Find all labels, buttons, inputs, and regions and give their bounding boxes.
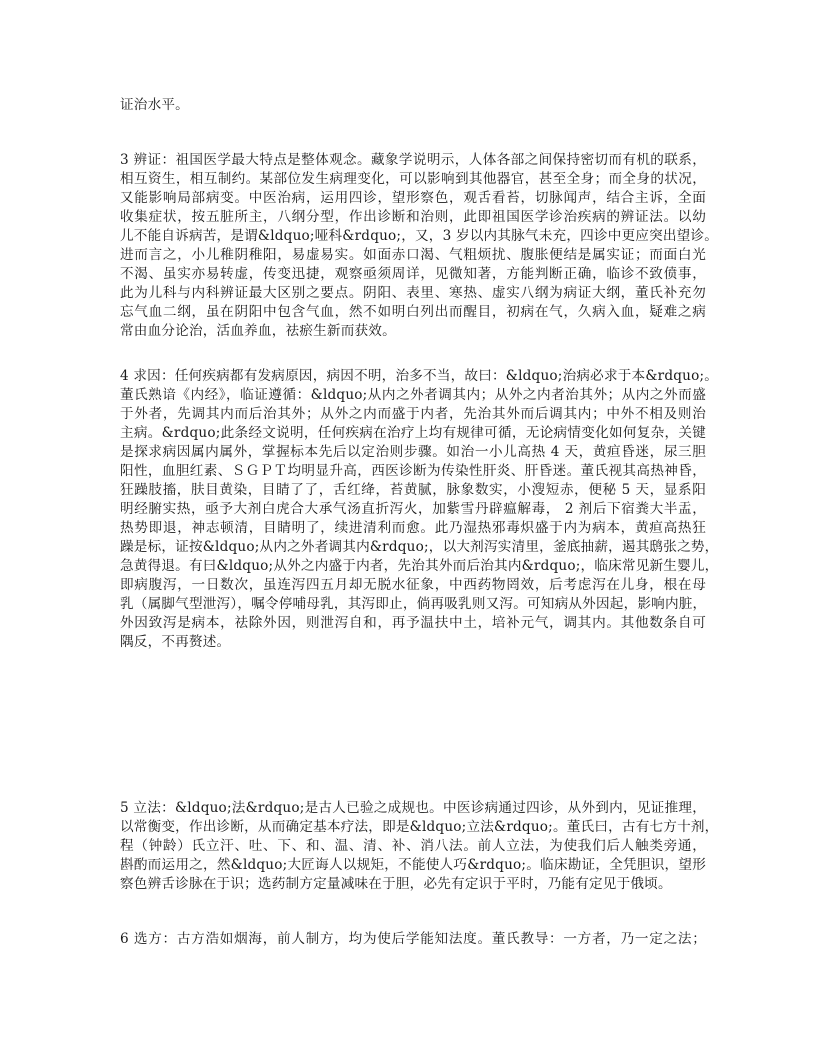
text-line: 急黄得退。有曰&ldquo;从外之内盛于内者，先治其外而后治其内&rdquo;，临床常见新生婴儿，	[120, 558, 719, 574]
text-line: 明经腑实热，亟予大剂白虎合大承气汤直折泻火，加紫雪丹辟瘟解毒， 2 剂后下宿粪大半盂，	[120, 501, 706, 517]
text-line: 外因致泻是病本，祛除外因，则泄泻自和，再予温扶中土，培补元气，调其内。其他数条自可	[120, 615, 706, 631]
text-line: 躁是标，证按&ldquo;从内之外者调其内&rdquo;，以大剂泻实清里，釜底抽薪，遏其鸱张之势，	[120, 539, 719, 555]
text-line: 相互资生，相互制约。某部位发生病理变化，可以影响到其他器官，甚至全身；而全身的状况，	[120, 171, 706, 187]
text-line: 4 求因：任何疾病都有发病原因，病因不明，治多不当，故曰：&ldquo;治病必求于本&rdquo;。	[120, 368, 719, 384]
text-line: 常由血分论治，活血养血，祛瘀生新而获效。	[120, 323, 396, 339]
text-line: 又能影响局部病变。中医治病，运用四诊，望形察色，观舌看苔，切脉闻声，结合主诉，全面	[120, 190, 706, 206]
text-line: 察色辨舌诊脉在于识；选药制方定量减味在于胆，必先有定识于平时，乃能有定见于俄顷。	[120, 876, 672, 892]
text-line: 进而言之，小儿稚阴稚阳，易虚易实。如面赤口渴、气粗烦扰、腹胀便结是属实证；而面白光	[120, 247, 706, 263]
paragraph-3-bianzheng	[120, 151, 719, 341]
text-line: 不渴、虽实亦易转虚，传变迅捷，观察亟须周详，见微知著，方能判断正确，临诊不致偾事，	[120, 266, 706, 282]
text-line: 主病。&rdquo;此条经文说明，任何疾病在治疗上均有规律可循，无论病情变化如何复杂，关键	[120, 425, 706, 441]
text-line: 阳性，血胆红素、ＳＧＰＴ均明显升高，西医诊断为传染性肝炎、肝昏迷。董氏视其高热神昏，	[120, 463, 706, 479]
text-line: 董氏熟谙《内经》，临证遵循：&ldquo;从内之外者调其内；从外之内者治其外；从内之外而盛	[120, 387, 706, 403]
text-line: 儿不能自诉病苦，是谓&ldquo;哑科&rdquo;，又，3 岁以内其脉气未充，四诊中更应突出望诊。	[120, 228, 719, 244]
text-line: 6 选方：古方浩如烟海，前人制方，均为使后学能知法度。董氏教导：一方者，乃一定之法；	[120, 931, 706, 947]
text-line: 斟酌而运用之，然&ldquo;大匠诲人以规矩，不能使人巧&rdquo;。临床勘证，全凭胆识，望形	[120, 857, 706, 873]
text-line: 忘气血二纲，虽在阴阳中包含气血，然不如明白列出而醒目，初病在气，久病入血，疑难之病	[120, 304, 706, 320]
paragraph-continuation	[120, 96, 706, 115]
paragraph-4-qiuyin	[120, 367, 719, 652]
text-line: 证治水平。	[120, 97, 189, 113]
text-line: 即病腹泻，一日数次，虽连泻四五月却无脱水征象，中西药物罔效，后考虑泻在儿身，根在母	[120, 577, 706, 593]
text-line: 3 辨证：祖国医学最大特点是整体观念。藏象学说明示，人体各部之间保持密切而有机的联系，	[120, 152, 706, 168]
text-line: 是探求病因属内属外，掌握标本先后以定治则步骤。如治一小儿高热 4 天，黄疸昏迷，尿三胆	[120, 444, 706, 460]
text-line: 程（钟龄）氏立汗、吐、下、和、温、清、补、消八法。前人立法，为使我们后人触类旁通，	[120, 838, 706, 854]
paragraph-5-lifa	[120, 799, 719, 894]
text-line: 于外者，先调其内而后治其外；从外之内而盛于内者，先治其外而后调其内；中外不相及则治	[120, 406, 706, 422]
text-line: 收集症状，按五脏所主，八纲分型，作出诊断和治则，此即祖国医学诊治疾病的辨证法。以幼	[120, 209, 706, 225]
text-line: 热势即退，神志顿清，目睛明了，续进清利而愈。此乃湿热邪毒炽盛于内为病本，黄疸高热狂	[120, 520, 706, 536]
text-line: 隅反，不再赘述。	[120, 634, 231, 650]
text-line: 以常衡变，作出诊断，从而确定基本疗法，即是&ldquo;立法&rdquo;。董氏曰，古有七方十剂，	[120, 819, 719, 835]
text-line: 乳（属脚气型泄泻），嘱令停哺母乳，其泻即止，倘再吸乳则又泻。可知病从外因起，影响内脏，	[120, 596, 707, 612]
text-line: 此为儿科与内科辨证最大区别之要点。阴阳、表里、寒热、虚实八纲为病证大纲，董氏补充勿	[120, 285, 706, 301]
paragraph-6-xuanfang	[120, 930, 706, 949]
text-line: 狂躁肢搐，肤目黄染，目睛了了，舌红绛，苔黄腻，脉象数实，小溲短赤，便秘 5 天，显系阳	[120, 482, 706, 498]
text-line: 5 立法：&ldquo;法&rdquo;是古人已验之成规也。中医诊病通过四诊，从外到内，见证推理，	[120, 800, 706, 816]
